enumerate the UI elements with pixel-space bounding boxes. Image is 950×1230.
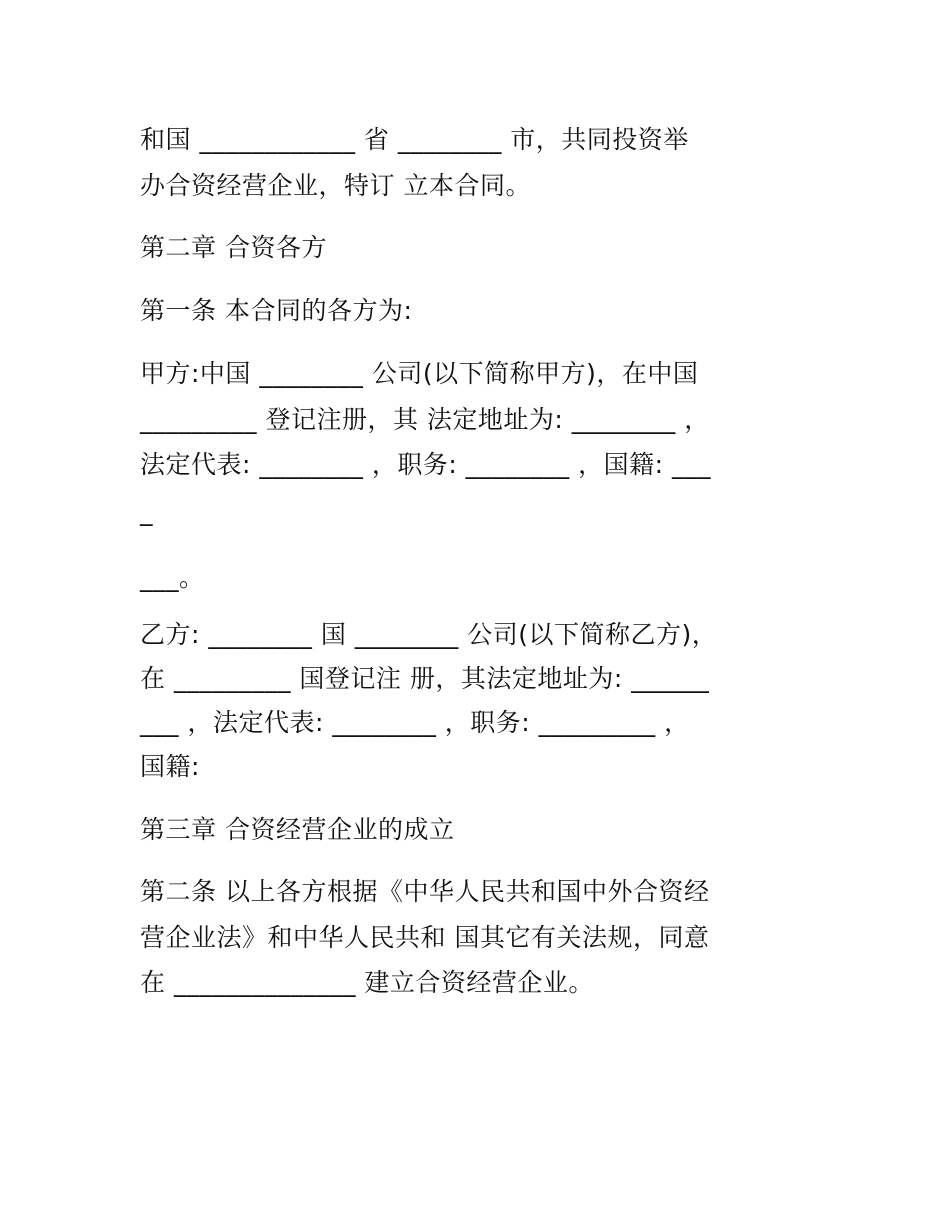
text-line: 第二条 以上各方根据《中华人民共和国中外合资经	[140, 877, 710, 906]
text-line: 法定代表: ________ ，职务: ________ ，国籍: ___	[140, 450, 712, 479]
text-line: 乙方: ________ 国 ________ 公司(以下简称乙方)，	[140, 620, 718, 649]
text-line: 和国 ____________ 省 ________ 市，共同投资举	[140, 125, 689, 154]
text-line: 国籍:	[140, 752, 200, 781]
text-line: 办合资经营企业，特订 立本合同。	[140, 171, 531, 200]
text-line: 甲方:中国 ________ 公司(以下简称甲方)，在中国	[140, 359, 699, 388]
text-line: 营企业法》和中华人民共和 国其它有关法规，同意	[140, 923, 710, 952]
article-heading: 第一条 本合同的各方为:	[140, 296, 413, 325]
text-line: ___ ，法定代表: ________ ，职务: _________ ，	[140, 708, 690, 737]
text-line: ___。	[140, 563, 205, 592]
chapter-heading: 第三章 合资经营企业的成立	[140, 815, 455, 844]
chapter-heading: 第二章 合资各方	[140, 233, 327, 262]
text-line: _________ 登记注册，其 法定地址为: ________ ，	[140, 405, 710, 434]
text-line: 在 ______________ 建立合资经营企业。	[140, 968, 594, 997]
text-line: _	[140, 497, 153, 526]
text-line: 在 _________ 国登记注 册，其法定地址为: ______	[140, 664, 710, 693]
